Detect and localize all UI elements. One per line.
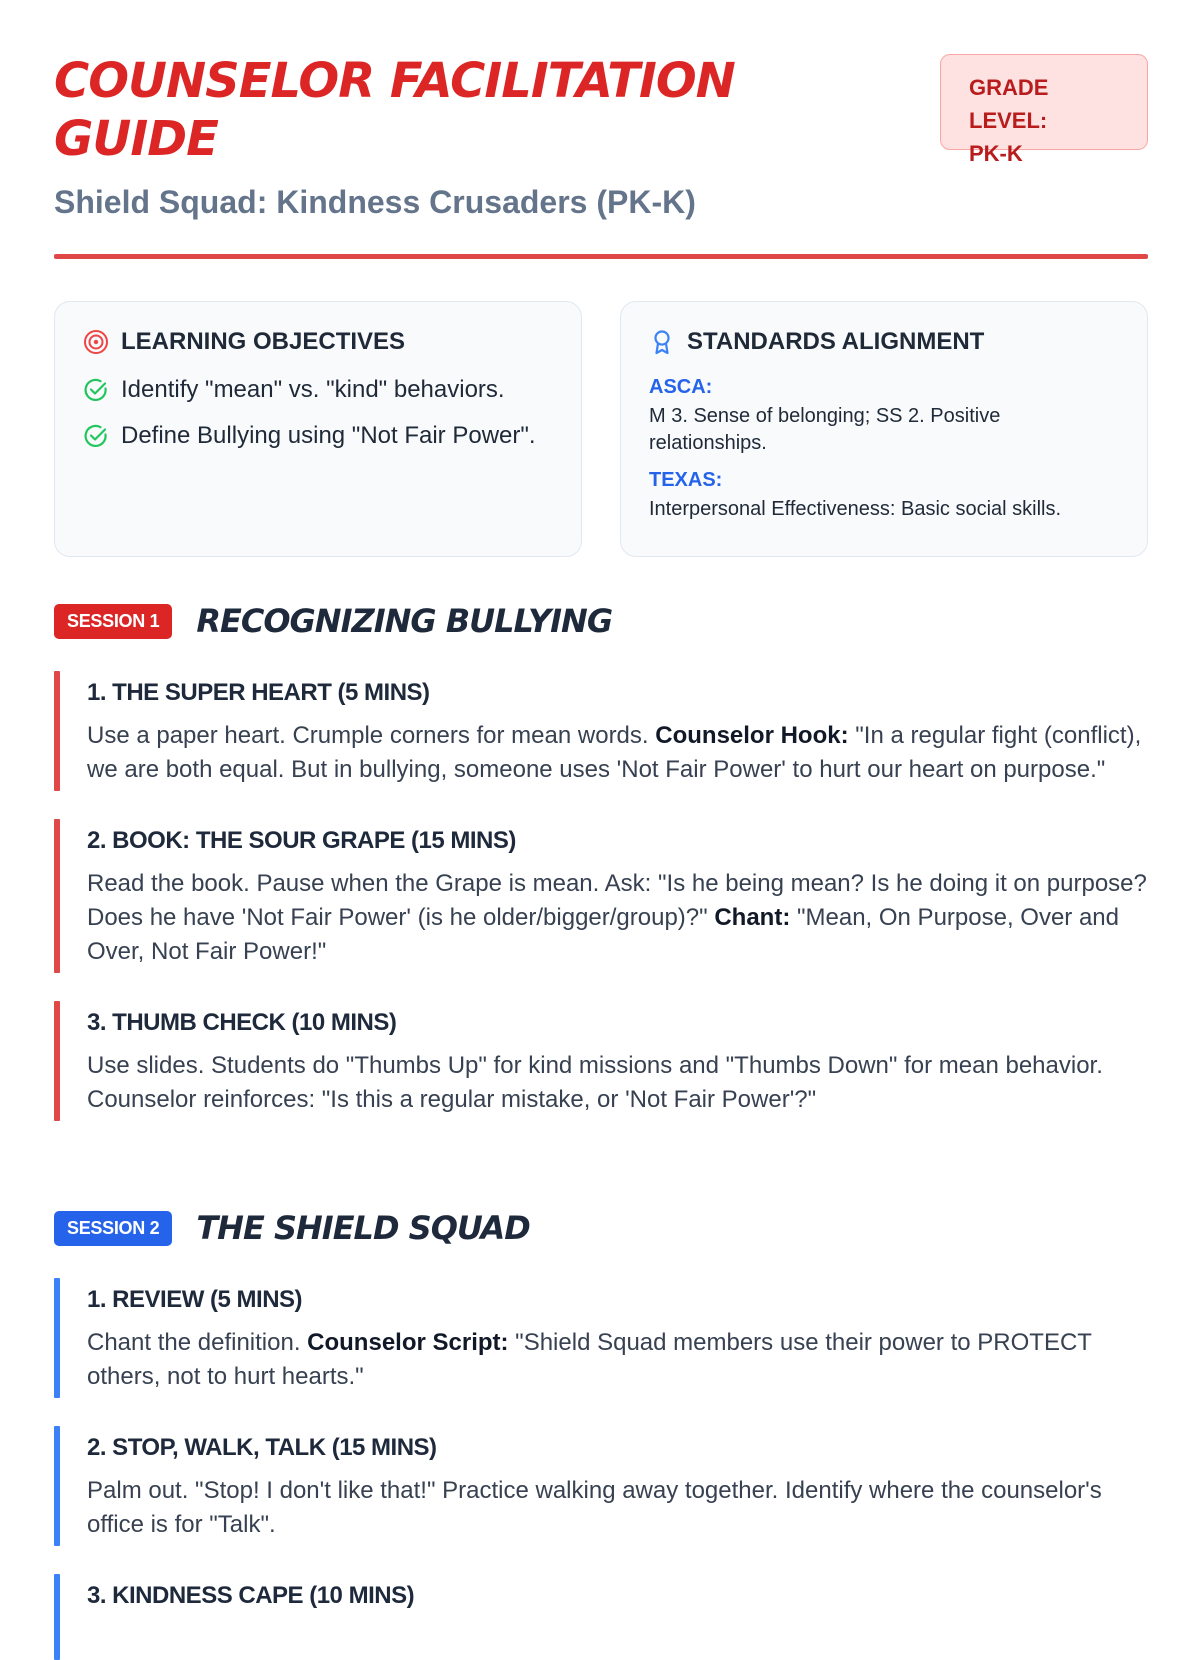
- target-icon: [83, 329, 109, 355]
- session-step: [54, 819, 1148, 973]
- step-heading: 3. THUMB CHECK (10 MINS): [87, 1009, 397, 1036]
- objective-item: [83, 422, 553, 450]
- objectives-heading: LEARNING OBJECTIVES: [121, 328, 406, 355]
- session-step: [54, 1278, 1148, 1398]
- step-heading: 3. KINDNESS CAPE (10 MINS): [87, 1582, 415, 1609]
- session-badge: SESSION 1: [54, 604, 172, 639]
- check-circle-icon: [83, 377, 109, 403]
- grade-level-label: GRADE LEVEL:: [969, 75, 1049, 133]
- info-cards: [54, 301, 1148, 557]
- session-2: [54, 1208, 1148, 1660]
- standard-text: M 3. Sense of belonging; SS 2. Positive relationships.: [649, 405, 1001, 454]
- standard-text: Interpersonal Effectiveness: Basic social skills.: [649, 498, 1062, 520]
- check-circle-icon: [83, 423, 109, 449]
- session-title: THE SHIELD SQUAD: [196, 1209, 530, 1247]
- objective-text: Define Bullying using "Not Fair Power".: [121, 422, 536, 449]
- step-description: Use a paper heart. Crumple corners for mean words. Counselor Hook: "In a regular fight (conflict), we are both equal. But in bullying, someone uses 'Not Fair Power' to hurt our heart on purpose.": [87, 722, 1142, 783]
- session-step: [54, 1001, 1148, 1121]
- award-ribbon-icon: [649, 329, 675, 355]
- page-header: [54, 0, 1148, 260]
- objectives-list: [83, 376, 553, 450]
- step-heading: 1. THE SUPER HEART (5 MINS): [87, 679, 430, 706]
- step-description: Palm out. "Stop! I don't like that!" Practice walking away together. Identify where the counselor's office is for "Talk".: [87, 1477, 1102, 1538]
- session-header: [54, 601, 1148, 641]
- learning-objectives-card: [54, 301, 582, 557]
- page-title: COUNSELOR FACILITATION GUIDE: [54, 53, 735, 167]
- objective-item: [83, 376, 553, 404]
- step-heading: 2. BOOK: THE SOUR GRAPE (15 MINS): [87, 827, 516, 854]
- standard-asca: [649, 376, 1119, 457]
- page-subtitle: Shield Squad: Kindness Crusaders (PK-K): [54, 184, 696, 220]
- session-1: [54, 601, 1148, 1121]
- standards-heading: STANDARDS ALIGNMENT: [687, 328, 985, 355]
- grade-level-value: PK-K: [969, 141, 1023, 166]
- session-badge: SESSION 2: [54, 1211, 172, 1246]
- header-divider: [54, 254, 1148, 259]
- session-step: [54, 1426, 1148, 1546]
- step-description: Read the book. Pause when the Grape is mean. Ask: "Is he being mean? Is he doing it on purpose? Does he have 'Not Fair Power' (is he older/bigger/group)?" Chant: "Mean, On Purpose, Over and Over, Not Fair Power!": [87, 870, 1147, 965]
- standards-alignment-card: [620, 301, 1148, 557]
- standard-label: TEXAS:: [649, 469, 723, 491]
- step-description: [87, 1622, 1148, 1660]
- facilitation-guide-page: [54, 0, 1148, 1609]
- grade-level-badge: [940, 54, 1148, 166]
- session-step: [54, 671, 1148, 791]
- step-description: Chant the definition. Counselor Script: "Shield Squad members use their power to PROTECT others, not to hurt hearts.": [87, 1329, 1092, 1390]
- objective-text: Identify "mean" vs. "kind" behaviors.: [121, 376, 505, 403]
- session-step: [54, 1574, 1148, 1660]
- step-heading: 2. STOP, WALK, TALK (15 MINS): [87, 1434, 437, 1461]
- session-title: RECOGNIZING BULLYING: [196, 602, 613, 640]
- step-description: Use slides. Students do "Thumbs Up" for kind missions and "Thumbs Down" for mean behavior. Counselor reinforces: "Is this a regular mistake, or 'Not Fair Power'?": [87, 1052, 1103, 1113]
- standard-label: ASCA:: [649, 376, 713, 398]
- step-heading: 1. REVIEW (5 MINS): [87, 1286, 303, 1313]
- session-header: [54, 1208, 1148, 1248]
- standard-texas: [649, 469, 1119, 523]
